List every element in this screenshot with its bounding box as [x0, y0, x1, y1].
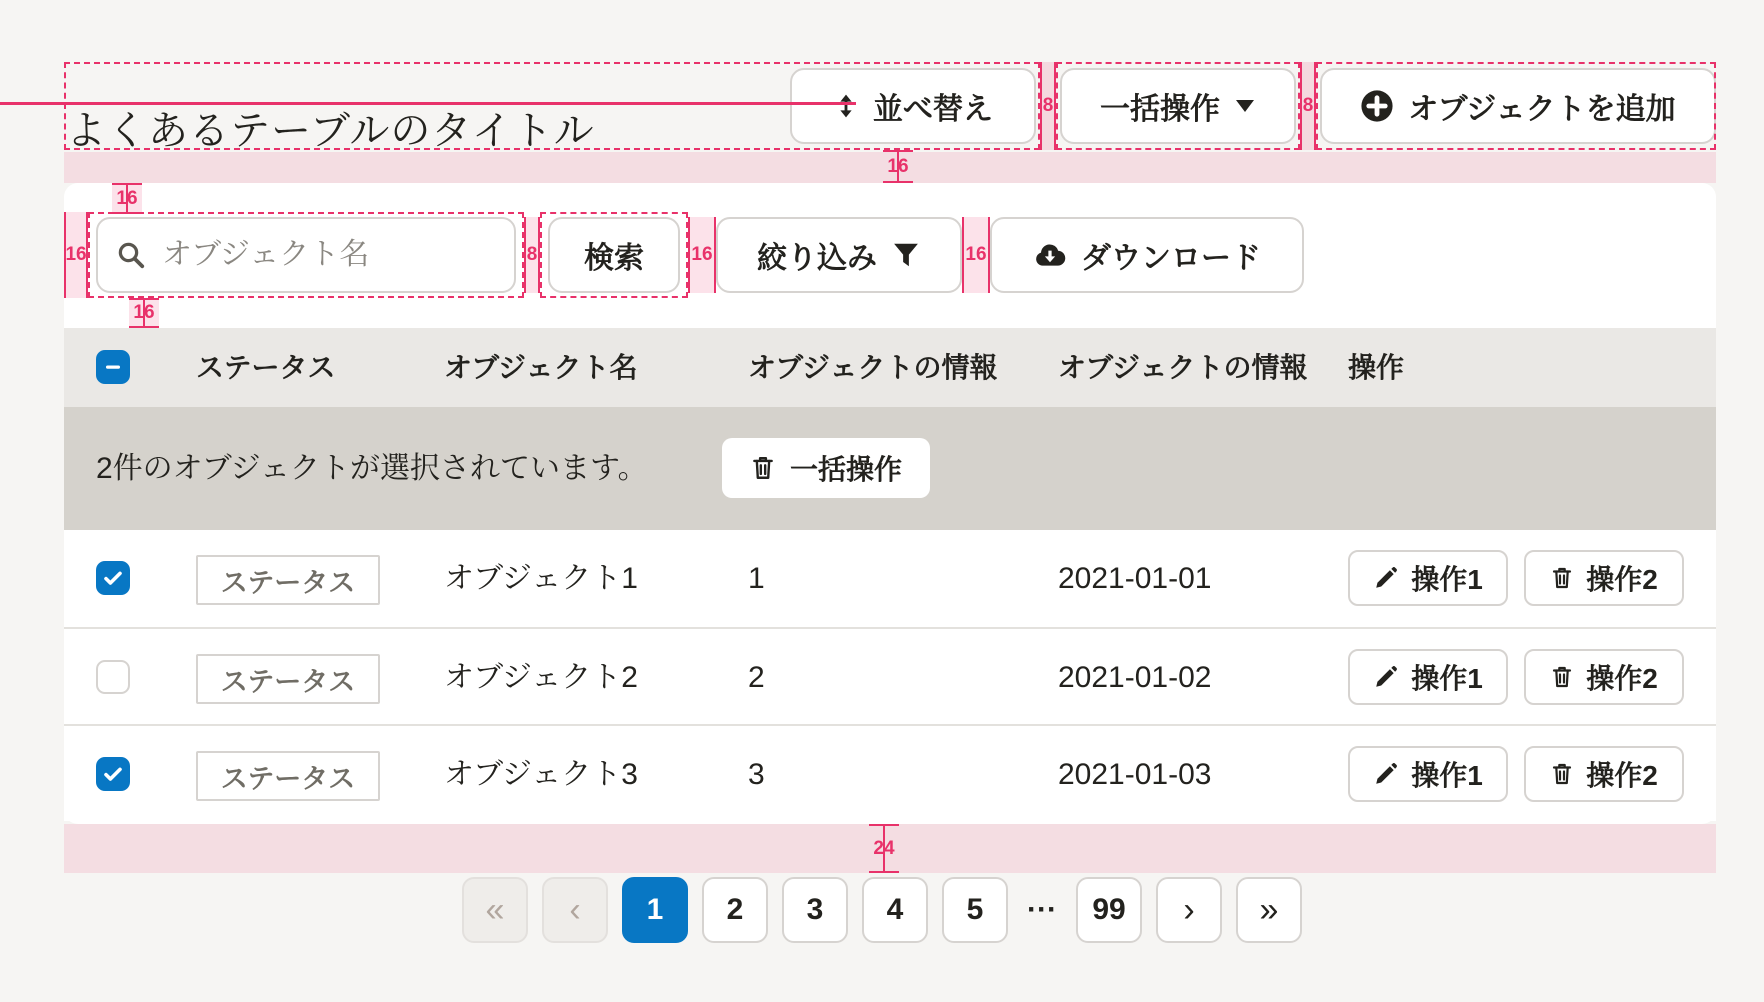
check-icon [101, 566, 125, 590]
filter-button-label: 絞り込み [757, 242, 877, 275]
plus-circle-icon [1360, 89, 1394, 123]
row-action-edit-button[interactable] [1348, 746, 1508, 802]
search-button[interactable] [548, 217, 680, 293]
status-badge: ステータス [196, 555, 380, 605]
row-checkbox[interactable] [96, 660, 130, 694]
row-action-edit-label: 操作1 [1411, 564, 1483, 595]
pagination-page-2[interactable]: 2 [702, 877, 768, 943]
column-header-actions: 操作 [1348, 352, 1405, 383]
pagination-first-button[interactable]: « [462, 877, 528, 943]
row-action-delete-button[interactable] [1524, 746, 1684, 802]
table-row [64, 724, 1716, 821]
annotation-gap-16: 16 [64, 212, 88, 298]
row-checkbox[interactable] [96, 757, 130, 791]
row-action-delete-button[interactable] [1524, 550, 1684, 606]
download-button-label: ダウンロード [1081, 242, 1261, 275]
pencil-icon [1373, 664, 1399, 690]
row-action-edit-label: 操作1 [1411, 760, 1483, 791]
pagination-prev-button[interactable]: ‹ [542, 877, 608, 943]
selection-banner [64, 407, 1716, 530]
table-row [64, 530, 1716, 627]
pencil-icon [1373, 565, 1399, 591]
annotation-measure-16: 16 [129, 298, 159, 328]
sort-button-label: 並べ替え [873, 93, 993, 126]
add-object-button[interactable] [1320, 68, 1716, 144]
bulk-operation-label: 一括操作 [1100, 93, 1220, 126]
pencil-icon [1373, 761, 1399, 787]
selection-message: 2件のオブジェクトが選択されています。 [96, 452, 648, 485]
search-field[interactable] [96, 217, 516, 293]
pagination-next-button[interactable]: › [1156, 877, 1222, 943]
minus-icon [101, 355, 125, 379]
trash-icon [1550, 762, 1574, 786]
trash-icon [1550, 665, 1574, 689]
column-header-name: オブジェクト名 [444, 352, 638, 383]
pagination-ellipsis: ··· [1027, 893, 1057, 926]
annotation-measure-24: 24 [869, 824, 899, 873]
bulk-operation-dropdown[interactable] [1060, 68, 1296, 144]
annotation-gap-8: 8 [524, 217, 540, 293]
sort-button[interactable] [790, 68, 1036, 144]
object-name: オブジェクト1 [444, 562, 638, 595]
status-badge: ステータス [196, 654, 380, 704]
pagination-page-3[interactable]: 3 [782, 877, 848, 943]
trash-icon [750, 455, 776, 481]
annotation-center-line [0, 102, 856, 105]
row-action-delete-button[interactable] [1524, 649, 1684, 705]
table-row [64, 627, 1716, 724]
annotation-gap-16: 16 [962, 217, 990, 293]
pagination-page-99[interactable]: 99 [1076, 877, 1142, 943]
annotation-measure-16: 16 [112, 183, 142, 214]
check-icon [101, 762, 125, 786]
row-action-delete-label: 操作2 [1586, 760, 1658, 791]
select-all-checkbox[interactable] [96, 350, 130, 384]
filter-button[interactable] [716, 217, 962, 293]
pagination [0, 877, 1764, 943]
caret-down-icon [1234, 98, 1256, 114]
row-checkbox[interactable] [96, 561, 130, 595]
row-action-delete-label: 操作2 [1586, 564, 1658, 595]
annotation-gap-8: 8 [1300, 62, 1316, 150]
download-button[interactable] [990, 217, 1304, 293]
pagination-page-1[interactable]: 1 [622, 877, 688, 943]
row-action-delete-label: 操作2 [1586, 663, 1658, 694]
pagination-last-button[interactable]: » [1236, 877, 1302, 943]
object-info1: 3 [748, 758, 765, 791]
row-action-edit-label: 操作1 [1411, 663, 1483, 694]
object-info2: 2021-01-01 [1058, 562, 1212, 595]
add-object-label: オブジェクトを追加 [1408, 93, 1676, 126]
trash-icon [1550, 566, 1574, 590]
table-header-row [64, 328, 1716, 407]
object-info2: 2021-01-03 [1058, 758, 1212, 791]
search-input[interactable] [160, 237, 496, 273]
column-header-status: ステータス [196, 352, 336, 383]
up-down-arrow-icon [833, 93, 859, 119]
object-name: オブジェクト3 [444, 758, 638, 791]
search-button-label: 検索 [584, 242, 644, 275]
pagination-page-5[interactable]: 5 [942, 877, 1008, 943]
column-header-info2: オブジェクトの情報 [1058, 352, 1308, 383]
row-action-edit-button[interactable] [1348, 550, 1508, 606]
annotation-gap-8: 8 [1040, 62, 1056, 150]
funnel-icon [891, 240, 921, 270]
annotation-gap-16: 16 [688, 217, 716, 293]
pagination-page-4[interactable]: 4 [862, 877, 928, 943]
object-name: オブジェクト2 [444, 661, 638, 694]
bulk-action-label: 一括操作 [790, 454, 903, 485]
search-icon [116, 240, 146, 270]
bulk-action-button[interactable] [722, 438, 930, 498]
object-info1: 1 [748, 562, 765, 595]
annotation-measure-16: 16 [883, 150, 913, 183]
object-info2: 2021-01-02 [1058, 661, 1212, 694]
page-title: よくあるテーブルのタイトル [66, 108, 595, 153]
object-info1: 2 [748, 661, 765, 694]
column-header-info1: オブジェクトの情報 [748, 352, 998, 383]
status-badge: ステータス [196, 751, 380, 801]
cloud-download-icon [1033, 240, 1067, 270]
row-action-edit-button[interactable] [1348, 649, 1508, 705]
